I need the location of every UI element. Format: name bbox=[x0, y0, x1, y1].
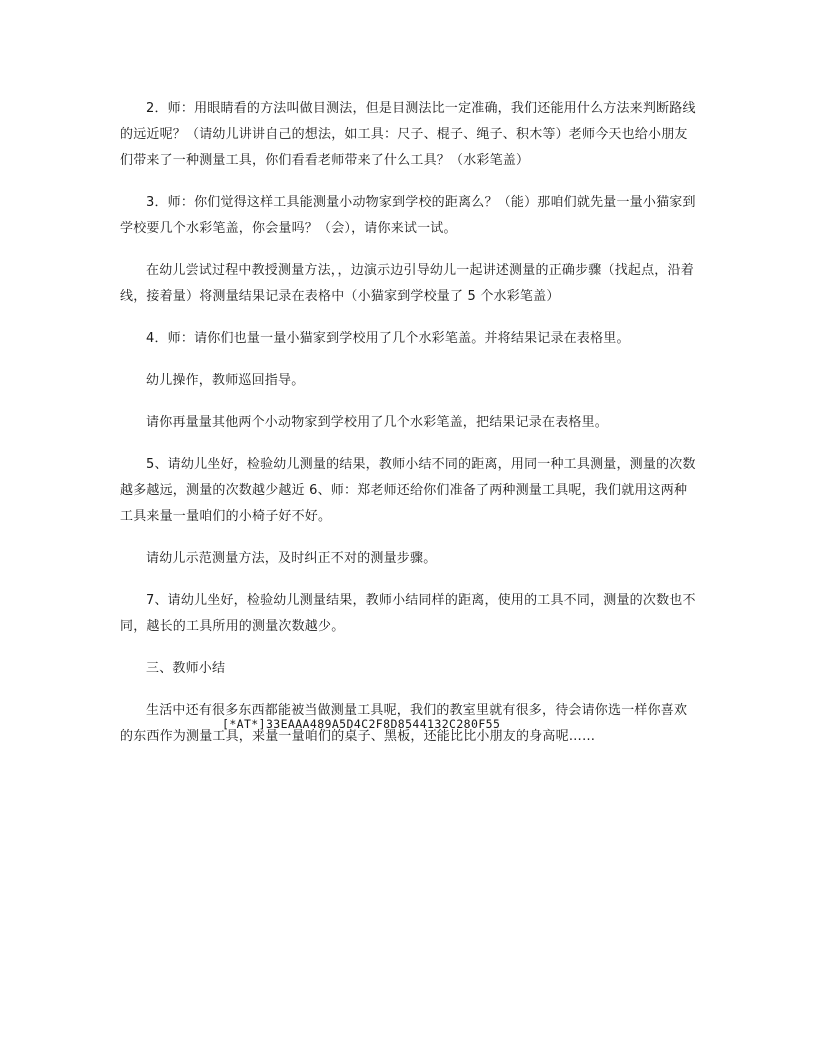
paragraph-step-3: 3．师：你们觉得这样工具能测量小动物家到学校的距离么？（能）那咱们就先量一量小猫家到学校要几个水彩笔盖，你会量吗？（会），请你来试一试。 bbox=[120, 195, 696, 236]
paragraph-step-5-6: 5、请幼儿坐好，检验幼儿测量的结果，教师小结不同的距离，用同一种工具测量，测量的次数越多越远，测量的次数越少越近 6、师：郑老师还给你们准备了两种测量工具呢，我们就用这两种工具来量一量咱们的小椅子好不好。 bbox=[120, 457, 696, 524]
document-id-code: [*AT*]33EAAA489A5D4C2F8D8544132C280F55 bbox=[222, 717, 501, 731]
paragraph-step-4: 4．师：请你们也量一量小猫家到学校用了几个水彩笔盖。并将结果记录在表格里。 bbox=[146, 331, 630, 346]
paragraph-measure-others: 请你再量量其他两个小动物家到学校用了几个水彩笔盖，把结果记录在表格里。 bbox=[146, 415, 609, 430]
paragraph-demo-method: 在幼儿尝试过程中教授测量方法，，边演示边引导幼儿一起讲述测量的正确步骤（找起点，沿着线，接着量）将测量结果记录在表格中（小猫家到学校量了 5 个水彩笔盖） bbox=[120, 263, 694, 304]
paragraph-step-2: 2．师：用眼睛看的方法叫做目测法，但是目测法比一定准确，我们还能用什么方法来判断路线的远近呢？（请幼儿讲讲自己的想法，如工具：尺子、棍子、绳子、积木等）老师今天也给小朋友们带来了一种测量工具，你们看看老师带来了什么工具？（水彩笔盖） bbox=[120, 101, 696, 168]
paragraph-conclusion: 生活中还有很多东西都能被当做测量工具呢，我们的教室里就有很多，待会请你选一样你喜欢的东西作为测量工具，来量一量咱们的桌子、黑板，还能比比小朋友的身高呢…… bbox=[120, 703, 688, 744]
paragraph-step-7: 7、请幼儿坐好，检验幼儿测量结果，教师小结同样的距离，使用的工具不同，测量的次数也不同，越长的工具所用的测量次数越少。 bbox=[120, 593, 696, 634]
paragraph-child-operation: 幼儿操作，教师巡回指导。 bbox=[146, 373, 305, 388]
document-body bbox=[120, 96, 696, 760]
section-heading-teacher-summary: 三、教师小结 bbox=[146, 661, 226, 676]
paragraph-demonstrate: 请幼儿示范测量方法，及时纠正不对的测量步骤。 bbox=[146, 551, 437, 566]
